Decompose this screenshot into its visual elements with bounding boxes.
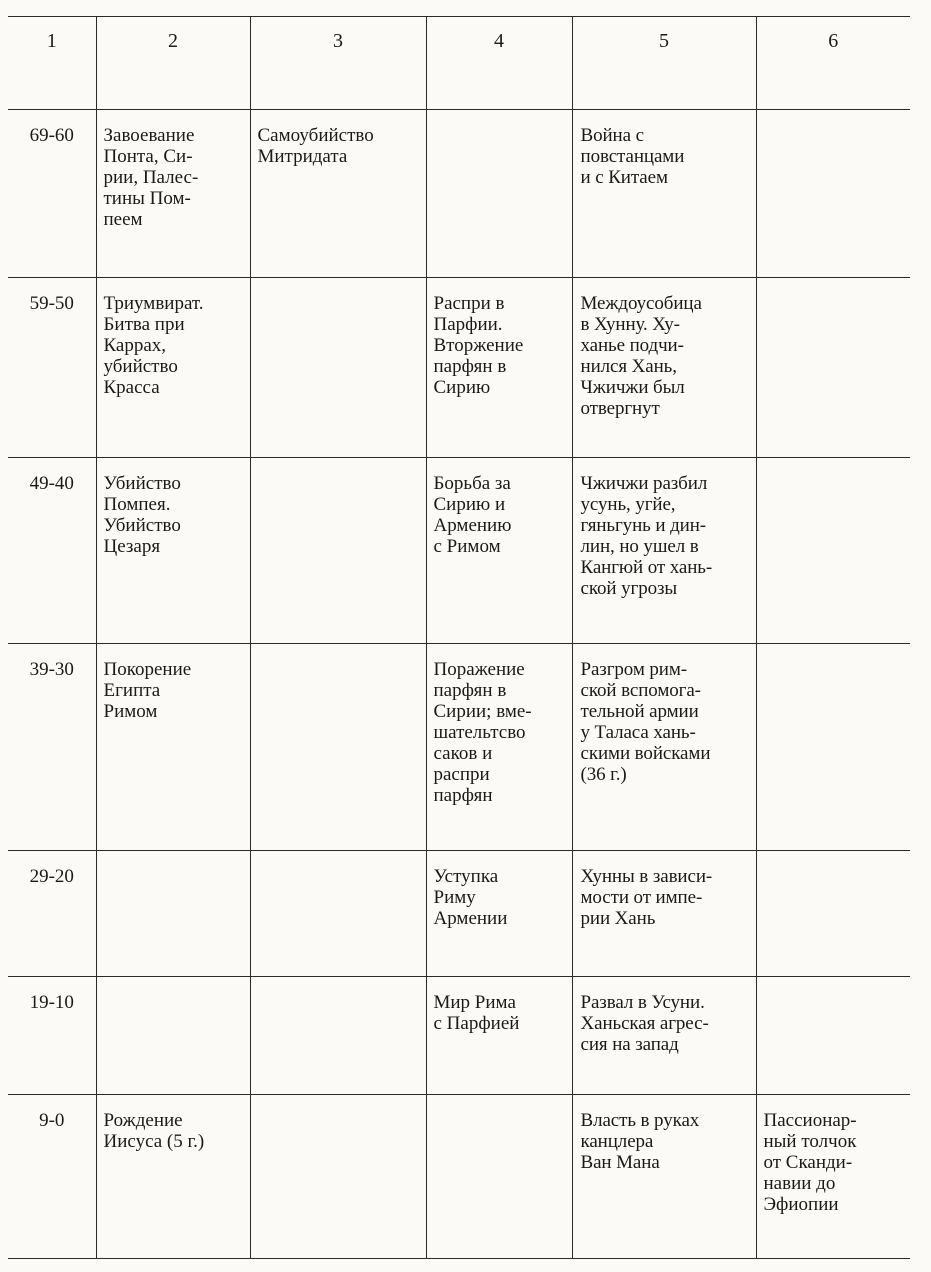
table-cell: [756, 644, 910, 851]
cell-text: Убийство Помпея. Убийство Цезаря: [103, 473, 181, 557]
table-cell: [426, 644, 572, 851]
table-row: [8, 110, 910, 278]
cell-text: [251, 644, 426, 659]
cell-text: [97, 851, 250, 866]
table-cell: [426, 458, 572, 644]
cell-text: Триумвират. Битва при Каррах, убийство Красса: [103, 293, 204, 398]
period-cell: [8, 851, 96, 977]
cell-text: Распри в Парфии. Вторжение парфян в Сирию: [433, 293, 524, 398]
table-cell: [572, 458, 756, 644]
table-cell: [426, 851, 572, 977]
table-cell: [572, 851, 756, 977]
table-cell: [250, 977, 426, 1095]
period-cell: [8, 1095, 96, 1259]
period-cell: [8, 110, 96, 278]
table-cell: [426, 977, 572, 1095]
cell-text: Власть в руках канцлера Ван Мана: [580, 1110, 700, 1173]
cell-text: Борьба за Сирию и Армению с Римом: [433, 473, 512, 557]
cell-text: [757, 458, 911, 473]
column-header-1: 1: [8, 17, 96, 110]
table-cell: [426, 110, 572, 278]
table-cell: [426, 278, 572, 458]
table-cell: [250, 1095, 426, 1259]
table-cell: [250, 644, 426, 851]
cell-text: [251, 278, 426, 293]
cell-text: Поражение парфян в Сирии; вме- шательтсво саков и распри парфян: [433, 659, 532, 806]
table-row: [8, 278, 910, 458]
period-cell: [8, 977, 96, 1095]
table-cell: [756, 110, 910, 278]
cell-text: [757, 110, 911, 125]
table-cell: [250, 278, 426, 458]
cell-text: Рождение Иисуса (5 г.): [103, 1110, 205, 1152]
cell-text: Междоусобица в Хунну. Ху- ханье подчи- нился Хань, Чжичжи был отвергнут: [580, 293, 702, 419]
cell-text: Разгром рим- ской вспомога- тельной армии у Таласа хань- скими войсками (36 г.): [580, 659, 711, 785]
cell-text: [97, 977, 250, 992]
period-text: 39-30: [29, 659, 74, 680]
cell-text: Покорение Египта Римом: [103, 659, 192, 722]
table-cell: [756, 977, 910, 1095]
cell-text: [757, 977, 911, 992]
period-cell: [8, 458, 96, 644]
table-cell: [96, 278, 250, 458]
cell-text: [251, 1095, 426, 1110]
cell-text: Пассионар- ный толчок от Сканди- навии до Эфиопии: [763, 1110, 857, 1215]
period-text: 69-60: [29, 125, 74, 146]
table-cell: [96, 851, 250, 977]
table-cell: [572, 977, 756, 1095]
table-cell: [250, 851, 426, 977]
table-cell: [96, 110, 250, 278]
cell-text: Уступка Риму Армении: [433, 866, 508, 929]
period-text: 49-40: [29, 473, 74, 494]
cell-text: [427, 110, 572, 125]
table-cell: [756, 458, 910, 644]
table-cell: [572, 278, 756, 458]
table-row: [8, 458, 910, 644]
table-row: [8, 851, 910, 977]
table-cell: [756, 851, 910, 977]
period-text: 19-10: [29, 992, 74, 1013]
table-cell: [572, 644, 756, 851]
period-text: 59-50: [29, 293, 74, 314]
column-header-5: 5: [572, 17, 756, 110]
table-cell: [250, 110, 426, 278]
cell-text: Война с повстанцами и с Китаем: [580, 125, 685, 188]
table-row: [8, 977, 910, 1095]
cell-text: [251, 851, 426, 866]
table-cell: [756, 278, 910, 458]
table-cell: [572, 110, 756, 278]
period-cell: [8, 278, 96, 458]
table-cell: [96, 458, 250, 644]
period-text: 29-20: [29, 866, 74, 887]
cell-text: [251, 458, 426, 473]
table-row: [8, 644, 910, 851]
cell-text: Хунны в зависи- мости от импе- рии Хань: [580, 866, 713, 929]
column-header-4: 4: [426, 17, 572, 110]
table-cell: [250, 458, 426, 644]
header-row: [8, 17, 910, 110]
table-cell: [426, 1095, 572, 1259]
table-cell: [96, 977, 250, 1095]
chronology-table: [8, 16, 910, 1259]
cell-text: Чжичжи разбил усунь, угйе, гяньгунь и дин- лин, но ушел в Кангюй от хань- ской угрозы: [580, 473, 713, 599]
table-cell: [96, 1095, 250, 1259]
table-cell: [572, 1095, 756, 1259]
cell-text: Мир Рима с Парфией: [433, 992, 520, 1034]
cell-text: [427, 1095, 572, 1110]
table-row: [8, 1095, 910, 1259]
table-cell: [96, 644, 250, 851]
table-cell: [756, 1095, 910, 1259]
cell-text: [757, 851, 911, 866]
period-text: 9-0: [39, 1110, 65, 1131]
cell-text: Развал в Усуни. Ханьская агрес- сия на запад: [580, 992, 709, 1055]
period-cell: [8, 644, 96, 851]
column-header-6: 6: [756, 17, 910, 110]
column-header-3: 3: [250, 17, 426, 110]
cell-text: [757, 278, 911, 293]
cell-text: [757, 644, 911, 659]
cell-text: Завоевание Понта, Си- рии, Палес- тины Пом- пеем: [103, 125, 199, 230]
cell-text: Самоубийство Митридата: [257, 125, 374, 167]
cell-text: [251, 977, 426, 992]
column-header-2: 2: [96, 17, 250, 110]
